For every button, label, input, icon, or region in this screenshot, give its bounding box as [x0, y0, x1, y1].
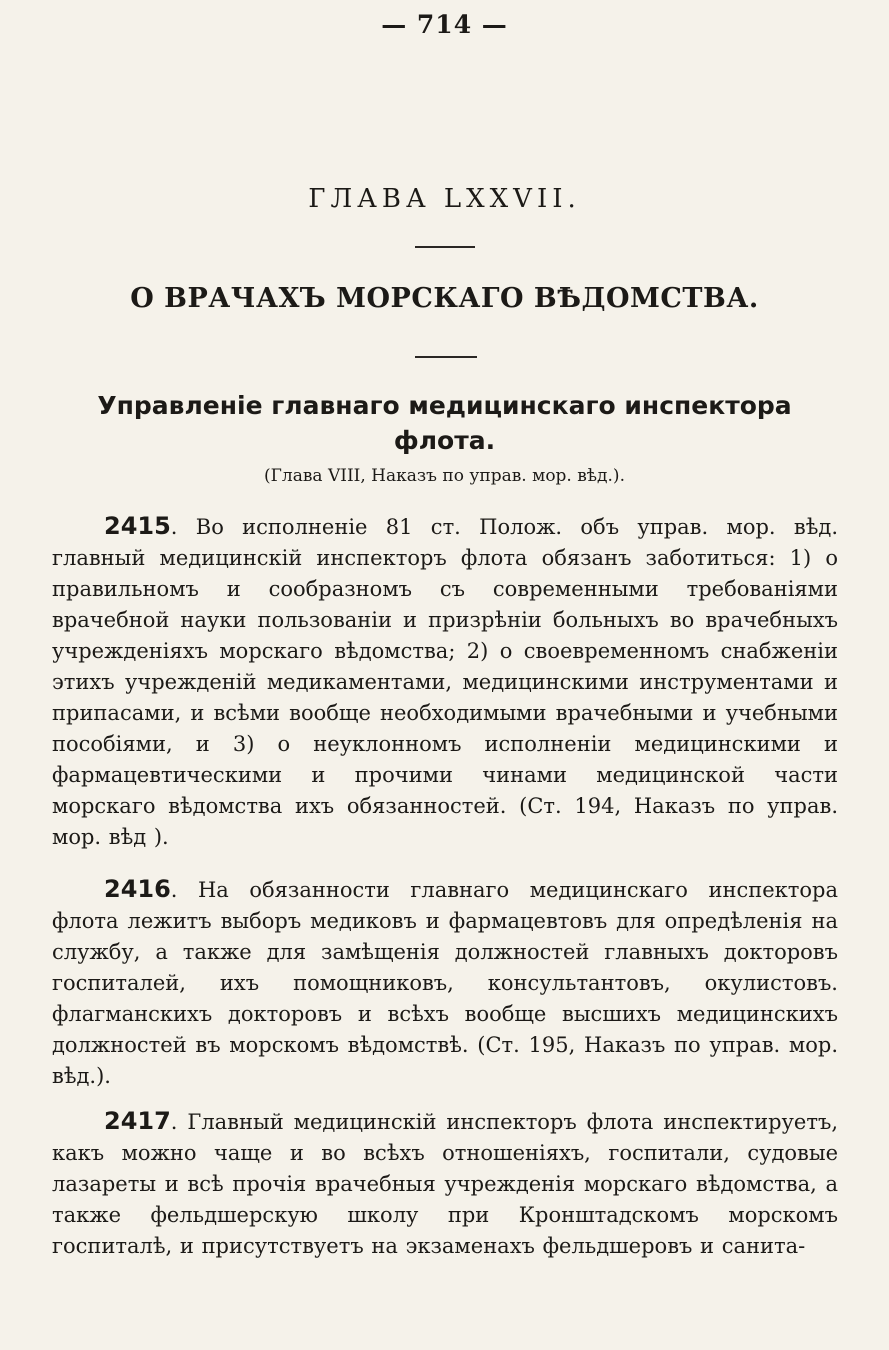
chapter-heading: О ВРАЧАХЪ МОРСКАГО ВѢДОМСТВА. — [130, 283, 759, 314]
article-number: 2415 — [104, 512, 171, 540]
page-number: — 714 — — [381, 10, 508, 39]
article-paragraph — [52, 874, 838, 1092]
article-paragraph — [52, 1106, 838, 1262]
chapter-title: ГЛАВА LXXVII. — [308, 184, 581, 214]
article-number: 2417 — [104, 1107, 171, 1135]
article-paragraph — [52, 511, 838, 853]
article-text: . Главный медицинскій инспекторъ флота инспектируетъ, какъ можно чаще и во всѣхъ отношеніяхъ, госпитали, судовые лазареты и всѣ прочія врачебныя учрежденія морскаго вѣдомства, а также фельдшерскую школу при Кронштадскомъ морскомъ госпиталѣ, и присутствуетъ на экзаменахъ фельдшеровъ и санита- — [52, 1110, 838, 1258]
article-number: 2416 — [104, 875, 171, 903]
divider-rule — [415, 356, 477, 358]
article-text: . На обязанности главнаго медицинскаго инспектора флота лежитъ выборъ медиковъ и фармацевтовъ для опредѣленія на службу, а также для замѣщенія должностей главныхъ докторовъ госпиталей, ихъ помощниковъ, консультантовъ, окулистовъ. флагманскихъ докторовъ и всѣхъ вообще высшихъ медицинскихъ должностей въ морскомъ вѣдомствѣ. (Ст. 195, Наказъ по управ. мор. вѣд.). — [52, 878, 838, 1088]
section-heading: Управленіе главнаго медицинскаго инспектора флота. — [97, 391, 792, 455]
source-note: (Глава VIII, Наказъ по управ. мор. вѣд.). — [264, 466, 625, 486]
article-text: . Во исполненіе 81 ст. Полож. объ управ. мор. вѣд. главный медицинскій инспекторъ флота обязанъ заботиться: 1) о правильномъ и сообразномъ съ современными требованіями врачебной науки пользованіи и призрѣніи больныхъ во врачебныхъ учрежденіяхъ морскаго вѣдомства; 2) о своевременномъ снабженіи этихъ учрежденій медикаментами, медицинскими инструментами и припасами, и всѣми вообще необходимыми врачебными и учебными пособіями, и 3) о неуклонномъ исполненіи медицинскими и фармацевтическими и прочими чинами медицинской части морскаго вѣдомства ихъ обязанностей. (Ст. 194, Наказъ по управ. мор. вѣд ). — [52, 515, 838, 849]
divider-rule — [415, 246, 475, 248]
